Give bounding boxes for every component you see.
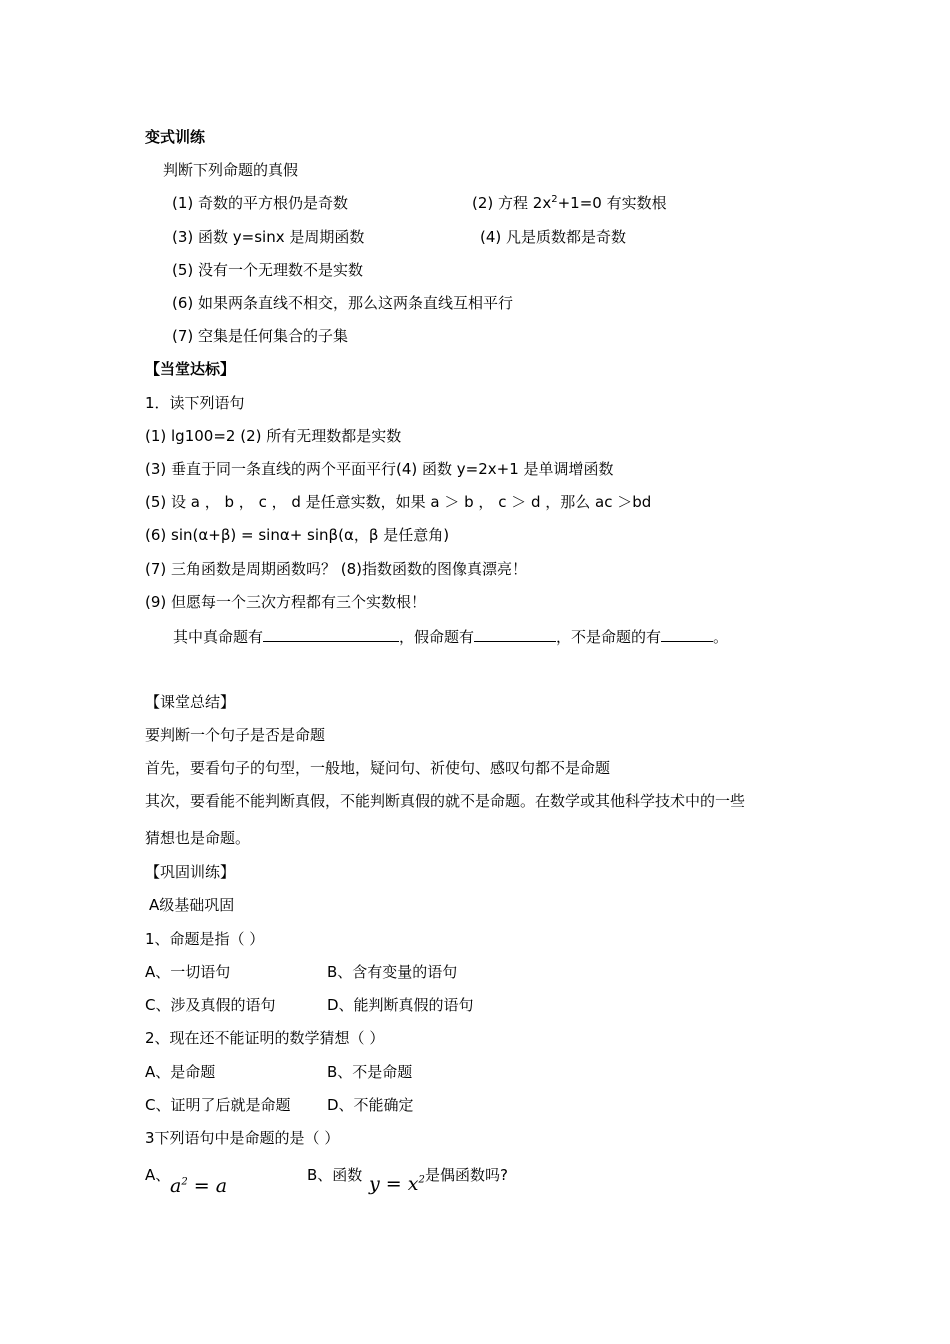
mc-question-3: 3下列语句中是命题的是（ ） (145, 1129, 340, 1147)
mc-question-3-option-b-text: 是偶函数吗? (425, 1166, 508, 1184)
question-1-title: 1．读下列语句 (145, 394, 245, 412)
mc-question-2-option-c[interactable]: C、证明了后就是命题 (145, 1096, 291, 1114)
statement-line-2: (3) 垂直于同一条直线的两个平面平行(4) 函数 y=2x+1 是单调增函数 (145, 460, 614, 478)
mc-question-2: 2、现在还不能证明的数学猜想（ ） (145, 1029, 385, 1047)
proposition-item-4: (4) 凡是质数都是奇数 (480, 228, 627, 246)
proposition-item-7: (7) 空集是任何集合的子集 (172, 327, 349, 345)
mc-question-3-option-a-label[interactable]: A、 (145, 1166, 171, 1184)
summary-paragraph-3: 其次，要看能不能判断真假，不能判断真假的就不是命题。在数学或其他科学技术中的一些 (145, 792, 746, 810)
fill-in-answer-line: 其中真命题有 ，假命题有 ，不是命题的有 。 (173, 628, 729, 646)
mc-question-3-option-a-formula: $a^2 = a$ (170, 1175, 228, 1197)
statement-line-3: (5) 设 a ， b ， c ， d 是任意实数，如果 a ＞ b ， c ＞ d ，那么 ac ＞bd (145, 493, 652, 511)
proposition-item-3: (3) 函数 y=sinx 是周期函数 (172, 228, 365, 246)
mc-question-1: 1、命题是指（ ） (145, 930, 265, 948)
section-heading-variant-training: 变式训练 (145, 128, 206, 146)
mc-question-1-option-a[interactable]: A、一切语句 (145, 963, 231, 981)
section-heading-consolidation: 【巩固训练】 (145, 863, 236, 881)
mc-question-1-option-b[interactable]: B、含有变量的语句 (327, 963, 458, 981)
statement-line-5: (7) 三角函数是周期函数吗？ (8)指数函数的图像真漂亮！ (145, 560, 528, 578)
section-heading-class-summary: 【课堂总结】 (145, 693, 236, 711)
mc-question-1-option-c[interactable]: C、涉及真假的语句 (145, 996, 276, 1014)
proposition-item-2: (2) 方程 $2x^2+1=0$ 有实数根 (472, 194, 667, 212)
mc-question-1-option-d[interactable]: D、能判断真假的语句 (327, 996, 474, 1014)
mc-question-2-option-a[interactable]: A、是命题 (145, 1063, 216, 1081)
section-heading-in-class-check: 【当堂达标】 (145, 360, 236, 378)
exercise-intro: 判断下列命题的真假 (163, 161, 299, 179)
blank-non-propositions[interactable] (661, 626, 713, 642)
mc-question-2-option-d[interactable]: D、不能确定 (327, 1096, 414, 1114)
summary-paragraph-4: 猜想也是命题。 (145, 829, 251, 847)
proposition-item-6: (6) 如果两条直线不相交，那么这两条直线互相平行 (172, 294, 514, 312)
mc-question-3-option-b-label[interactable]: B、函数 (307, 1166, 363, 1184)
mc-question-2-option-b[interactable]: B、不是命题 (327, 1063, 413, 1081)
summary-paragraph-1: 要判断一个句子是否是命题 (145, 726, 326, 744)
blank-false-propositions[interactable] (474, 626, 556, 642)
proposition-item-1: (1) 奇数的平方根仍是奇数 (172, 194, 349, 212)
statement-line-1: (1) lg100=2 (2) 所有无理数都是实数 (145, 427, 402, 445)
mc-question-3-option-b-formula: $y = x^2$ (369, 1173, 425, 1195)
statement-line-4: (6) sin(α+β) = sinα+ sinβ(α，β 是任意角) (145, 526, 450, 544)
proposition-item-5: (5) 没有一个无理数不是实数 (172, 261, 364, 279)
blank-true-propositions[interactable] (263, 626, 399, 642)
level-a-heading: A级基础巩固 (149, 896, 235, 914)
summary-paragraph-2: 首先，要看句子的句型，一般地，疑问句、祈使句、感叹句都不是命题 (145, 759, 611, 777)
statement-line-6: (9) 但愿每一个三次方程都有三个实数根！ (145, 593, 427, 611)
